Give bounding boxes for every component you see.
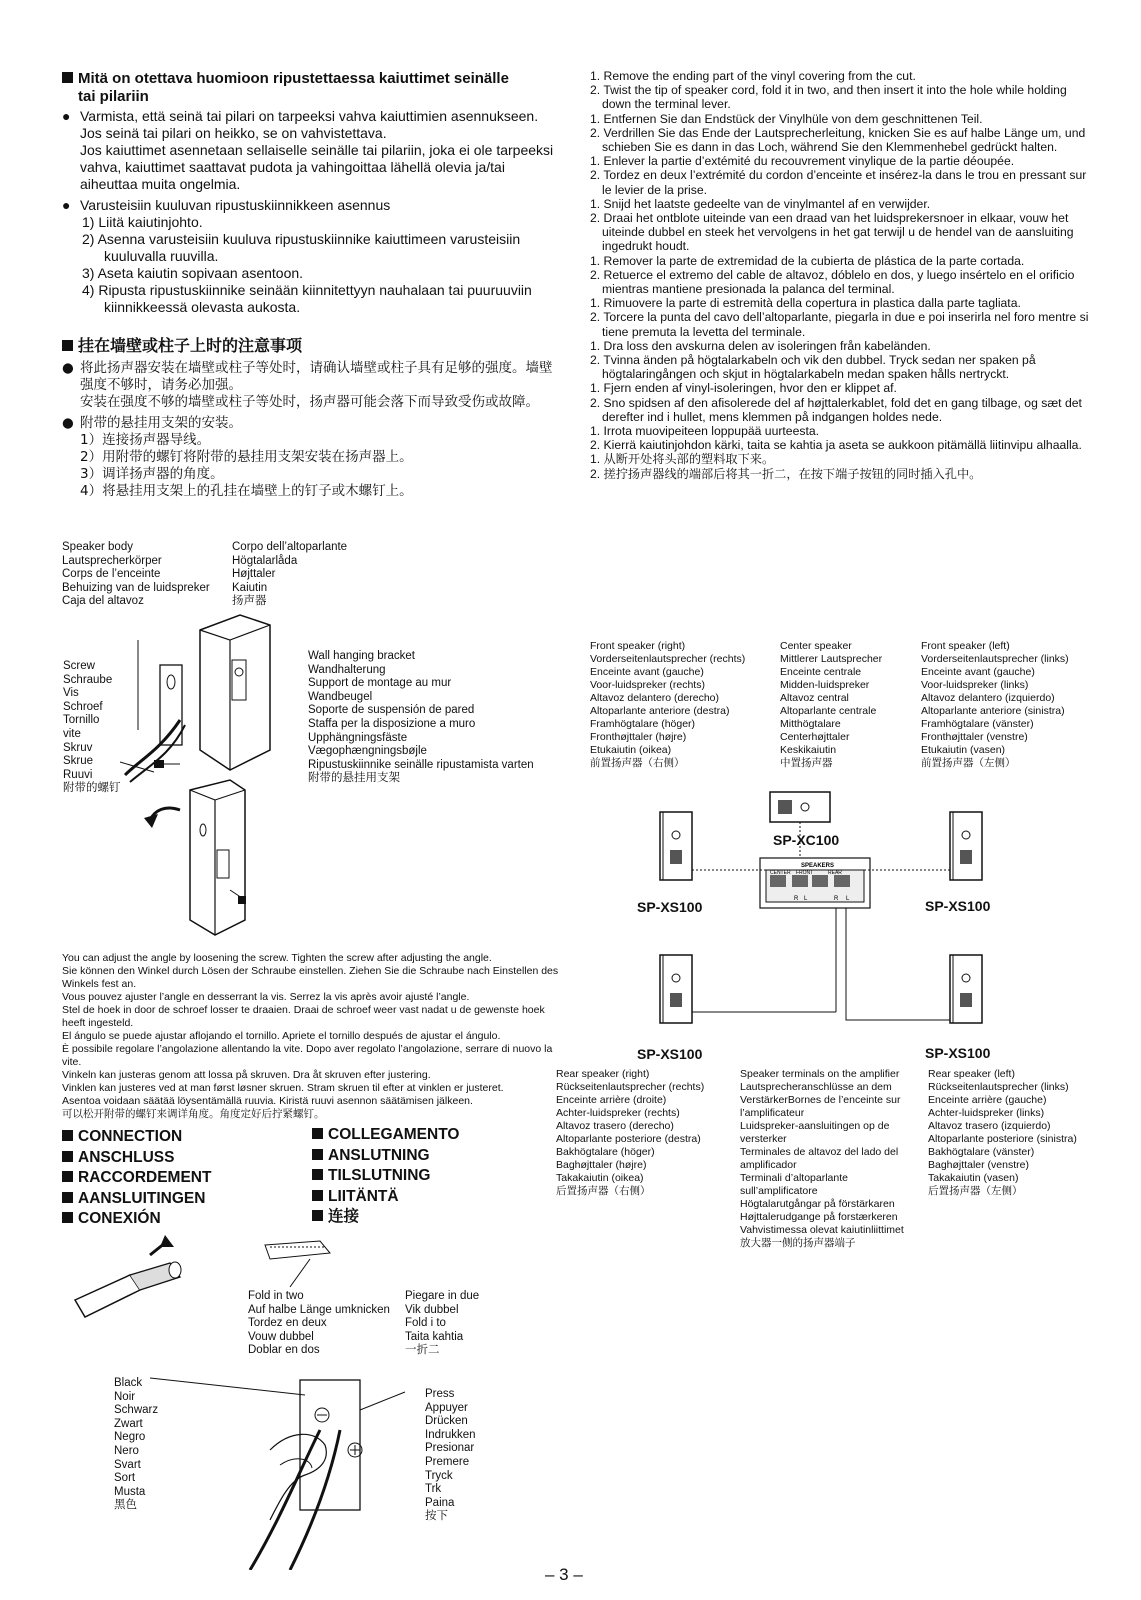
- amp-l2: L: [846, 896, 850, 902]
- zh-bullet-1: ● 将此扬声器安装在墙壁或柱子等处时，请确认墙壁或柱子具有足够的强度。墙壁强度不够时，请务必加强。 安装在强度不够的墙壁或柱子等处时，扬声器可能会落下而导致受伤或故障。: [62, 360, 553, 410]
- rear-right-speaker-box: [660, 955, 692, 1023]
- connection-headings-right: COLLEGAMENTO ANSLUTNING TILSLUTNING LIITÄNTÄ 连接: [312, 1125, 459, 1228]
- wiring-diagram: [620, 790, 1040, 1055]
- zh-section: [62, 338, 562, 500]
- fold-labels: Fold in two Auf halbe Länge umknicken Tordez en deux Vouw dubbel Doblar en dos: [248, 1290, 390, 1357]
- speaker-body-labels: Speaker body Lautsprecherkörper Corps de l’enceinte Behuizing van de luidspreker Caja del altavoz: [62, 541, 210, 608]
- amp-l1: L: [804, 896, 808, 902]
- front-left-labels: Front speaker (left) Vorderseitenlautsprecher (links) Enceinte avant (gauche) Voor-luidspreker (links) Altavoz delantero (izquierdo) Altoparlante anteriore (sinistra) Framhögtalare (vänster) Fronthøjttaler (venstre) Etukaiutin (vasen) 前置扬声器（左侧）: [921, 640, 1069, 769]
- connection-headings-left: CONNECTION ANSCHLUSS RACCORDEMENT AANSLUITINGEN CONEXIÓN: [62, 1127, 211, 1230]
- rear-left-labels: Rear speaker (left) Rückseitenlautsprecher (links) Enceinte arrière (gauche) Achter-luidspreker (links) Altavoz trasero (izquierdo) Altoparlante posteriore (sinistra) Bakhögtalare (vänster) Baghøjttaler (venstre) Takakaiutin (vasen) 后置扬声器（左侧）: [928, 1068, 1077, 1197]
- fold-labels-2: Piegare in due Vik dubbel Fold i to Taita kahtia 一折二: [405, 1290, 480, 1357]
- model-center: SP-XC100: [773, 832, 840, 848]
- zh-title: 挂在墙壁或柱子上时的注意事项: [62, 338, 562, 356]
- zh-bullet-2: ● 附带的悬挂用支架的安装。 1）连接扬声器导线。 2）用附带的螺钉将附带的悬挂用支架安装在扬声器上。 3）调详扬声器的角度。 4）将悬挂用支架上的孔挂在墙壁上的钉子或木螺钉上。: [62, 415, 413, 499]
- speaker-body-labels-2: Corpo dell’altoparlante Högtalarlåda Højttaler Kaiutin 扬声器: [232, 541, 348, 608]
- amp-rear-label: REAR: [828, 870, 842, 876]
- amp-speakers-label: SPEAKERS: [801, 863, 835, 869]
- black-labels: Black Noir Schwarz Zwart Negro Nero Svart Sort Musta 黑色: [114, 1377, 159, 1512]
- angle-notes: You can adjust the angle by loosening the screw. Tighten the screw after adjusting the angle. Sie können den Winkel durch Lösen der Schraube einstellen. Ziehen Sie die Schraube nach Einstellen des Winkels fest an. Vous pouvez ajuster l’angle en desserrant la vis. Serrez la vis après avoir ajusté l’angle. Stel de hoek in door de schroef losser te draaien. Draai de schroef weer vast nadat u de gewenste hoek heeft ingesteld. El ángulo se puede ajustar aflojando el tornillo. Apriete el tornillo después de ajustar el ángulo. È possibile regolare l’angolazione allentando la vite. Dopo aver regolato l’angolazione, serrare di nuovo la vite. Vinkeln kan justeras genom att lossa på skruven. Dra åt skruven efter justering. Vinklen kan justeres ved at man først løsner skruen. Stram skruen til efter at vinklen er justeret. Asentoa voidaan säätää löysentämällä ruuvia. Kiristä ruuvi asennon säätämisen jälkeen. 可以松开附带的螺钉来调详角度。角度定好后拧紧螺钉。: [62, 952, 559, 1120]
- rear-left-speaker-box: [950, 955, 982, 1023]
- model-front-left: SP-XS100: [925, 898, 991, 914]
- model-rear-left: SP-XS100: [925, 1045, 991, 1061]
- bracket-labels: Wall hanging bracket Wandhalterung Support de montage au mur Wandbeugel Soporte de suspensión de pared Staffa per la disposizione a muro Upphängningsfäste Vægophængningsbøjle Ripustuskiinnike seinälle ripustamista varten 附带的悬挂用支架: [308, 650, 534, 785]
- center-labels: Center speaker Mittlerer Lautsprecher Enceinte centrale Midden-luidspreker Altavoz central Altoparlante centrale Mitthögtalare Centerhøjttaler Keskikaiutin 中置扬声器: [780, 640, 883, 769]
- fi-bullet-2: ● Varusteisiin kuuluvan ripustuskiinnikkeen asennus 1) Liitä kaiutinjohto. 2) Asenna varusteisiin kuuluva ripustuskiinnike kaiuttimeen varusteisiin kuuluvalla ruuvilla. 3) Aseta kaiutin sopivaan asentoon. 4) Ripusta ripustuskiinnike seinään kiinnitettyyn nauhalaan tai puuruuviin kiinnikkeessä olevasta aukosta.: [62, 197, 562, 316]
- front-right-speaker-box: [660, 812, 692, 880]
- fi-step: 2) Asenna varusteisiin kuuluva ripustuskiinnike kaiuttimeen varusteisiin kuuluvalla ruuvilla.: [82, 231, 524, 264]
- model-front-right: SP-XS100: [637, 899, 703, 915]
- fi-step: 3) Aseta kaiutin sopivaan asentoon.: [82, 265, 304, 281]
- fi-title: Mitä on otettava huomioon ripustettaessa kaiuttimet seinälle: [62, 70, 562, 88]
- press-labels: Press Appuyer Drücken Indrukken Presionar Premere Tryck Trk Paina 按下: [425, 1388, 476, 1523]
- screw-labels: Screw Schraube Vis Schroef Tornillo vite Skruv Skrue Ruuvi 附带的螺钉: [63, 660, 121, 795]
- amp-front-label: FRONT: [796, 870, 814, 876]
- amp-r1: R: [794, 896, 799, 902]
- terminal-labels: Speaker terminals on the amplifier Lautsprecheranschlüsse an dem VerstärkerBornes de l’enceinte sur l’amplificateur Luidspreker-aansluitingen op de versterker Terminales de altavoz del lado del amplificador Terminali d’altoparlante sull’amplificatore Högtalarutgångar på förstärkaren Højttalerudgange på forstærkeren Vahvistimessa olevat kaiutinliittimet 放大器一侧的扬声器端子: [740, 1068, 904, 1249]
- model-rear-right: SP-XS100: [637, 1046, 703, 1062]
- wall-mount-illustration: [120, 600, 320, 950]
- fi-step: 4) Ripusta ripustuskiinnike seinään kiinnitettyyn nauhalaan tai puuruuviin kiinnikkeessä olevasta aukosta.: [82, 282, 536, 315]
- amp-r2: R: [834, 896, 839, 902]
- page-number: – 3 –: [545, 1565, 583, 1584]
- terminal-illustration: [150, 1370, 430, 1570]
- fi-title-2: tai pilariin: [78, 88, 149, 105]
- right-instructions: 1. Remove the ending part of the vinyl covering from the cut. 2. Twist the tip of speaker cord, fold it in two, and then insert it into the hole while holding down the terminal lever. 1. Entfernen Sie dan Endstück der Vinylhüle von dem geschnittenen Teil. 2. Verdrillen Sie das Ende der Lautsprecherleitung, knicken Sie es auf halbe Länge um, und schieben Sie es dann in das Loch, während Sie den Klemmenhebel gedrückt halten. 1. Enlever la partie d’extémité du recouvrement vinylique de la partie déoupée. 2. Tordez en deux l’extrémité du cordon d’enceinte et insérez-la dans le trou en pressant sur le levier de la prise. 1. Snijd het laatste gedeelte van de vinylmantel af en verwijder. 2. Draai het ontblote uiteinde van een draad van het luidsprekersnoer in elkaar, vouw het uiteinde dubbel en steek het vervolgens in het gat terwijl u de hendel van de aansluiting ingedrukt houdt. 1. Remover la parte de extremidad de la cubierta de plástica de la parte cortada. 2. Retuerce el extremo del cable de altavoz, dóblelo en dos, y luego insértelo en el orificio mientras mantiene presionada la palanca del terminal. 1. Rimuovere la parte di estremità della copertura in plastica dalla parte tagliata. 2. Torcere la punta del cavo dell’altoparlante, piegarla in due e poi inserirla nel foro mentre si tiene premuta la levetta del terminale. 1. Dra loss den avskurna delen av isoleringen från kabeländen. 2. Tvinna änden på högtalarkabeln och vik den dubbel. Tryck sedan ner spaken på högtalaringången och skjut in högtalarkabeln medan spaken hålls nertryckt. 1. Fjern enden af vinyl-isoleringen, hvor den er klippet af. 2. Sno spidsen af den afisolerede del af højttalerkablet, fold det en gang tilbage, og sæt det derefter ind i hullet, mens klemmen på indgangen holdes nede. 1. Irrota muovipeiteen loppupää uurteesta. 2. Kierrä kaiutinjohdon kärki, taita se kahtia ja aseta se aukkoon pitämällä liitinvipu alhaalla. 1. 从断开处将头部的塑料取下来。 2. 搓拧扬声器线的端部后将其一折二，在按下端子按钮的同时插入孔中。: [590, 69, 1089, 481]
- fi-bullet-1: ● Varmista, että seinä tai pilari on tarpeeksi vahva kaiuttimien asennukseen. Jos seinä tai pilari on heikko, se on vahvistettava. Jos kaiuttimet asennetaan sellaiselle seinälle tai pilariin, joka ei ole tarpeeksi vahva, kaiuttimet saattavat pudota ja vahingoittaa lähellä olevia ja/tai aiheuttaa muita ongelmia.: [62, 108, 554, 192]
- fi-section: [62, 70, 562, 316]
- amp-center-label: CENTER: [770, 870, 791, 876]
- front-right-labels: Front speaker (right) Vorderseitenlautsprecher (rechts) Enceinte avant (gauche) Voor-luidspreker (rechts) Altavoz delantero (derecho) Altoparlante anteriore (destra) Framhögtalare (höger) Fronthøjttaler (højre) Etukaiutin (oikea) 前置扬声器（右侧）: [590, 640, 746, 769]
- fi-step: 1) Liitä kaiutinjohto.: [82, 214, 203, 230]
- rear-right-labels: Rear speaker (right) Rückseitenlautsprecher (rechts) Enceinte arrière (droite) Achter-luidspreker (rechts) Altavoz trasero (derecho) Altoparlante posteriore (destra) Bakhögtalare (höger) Baghøjttaler (højre) Takakaiutin (oikea) 后置扬声器（右侧）: [556, 1068, 705, 1197]
- front-left-speaker-box: [950, 812, 982, 880]
